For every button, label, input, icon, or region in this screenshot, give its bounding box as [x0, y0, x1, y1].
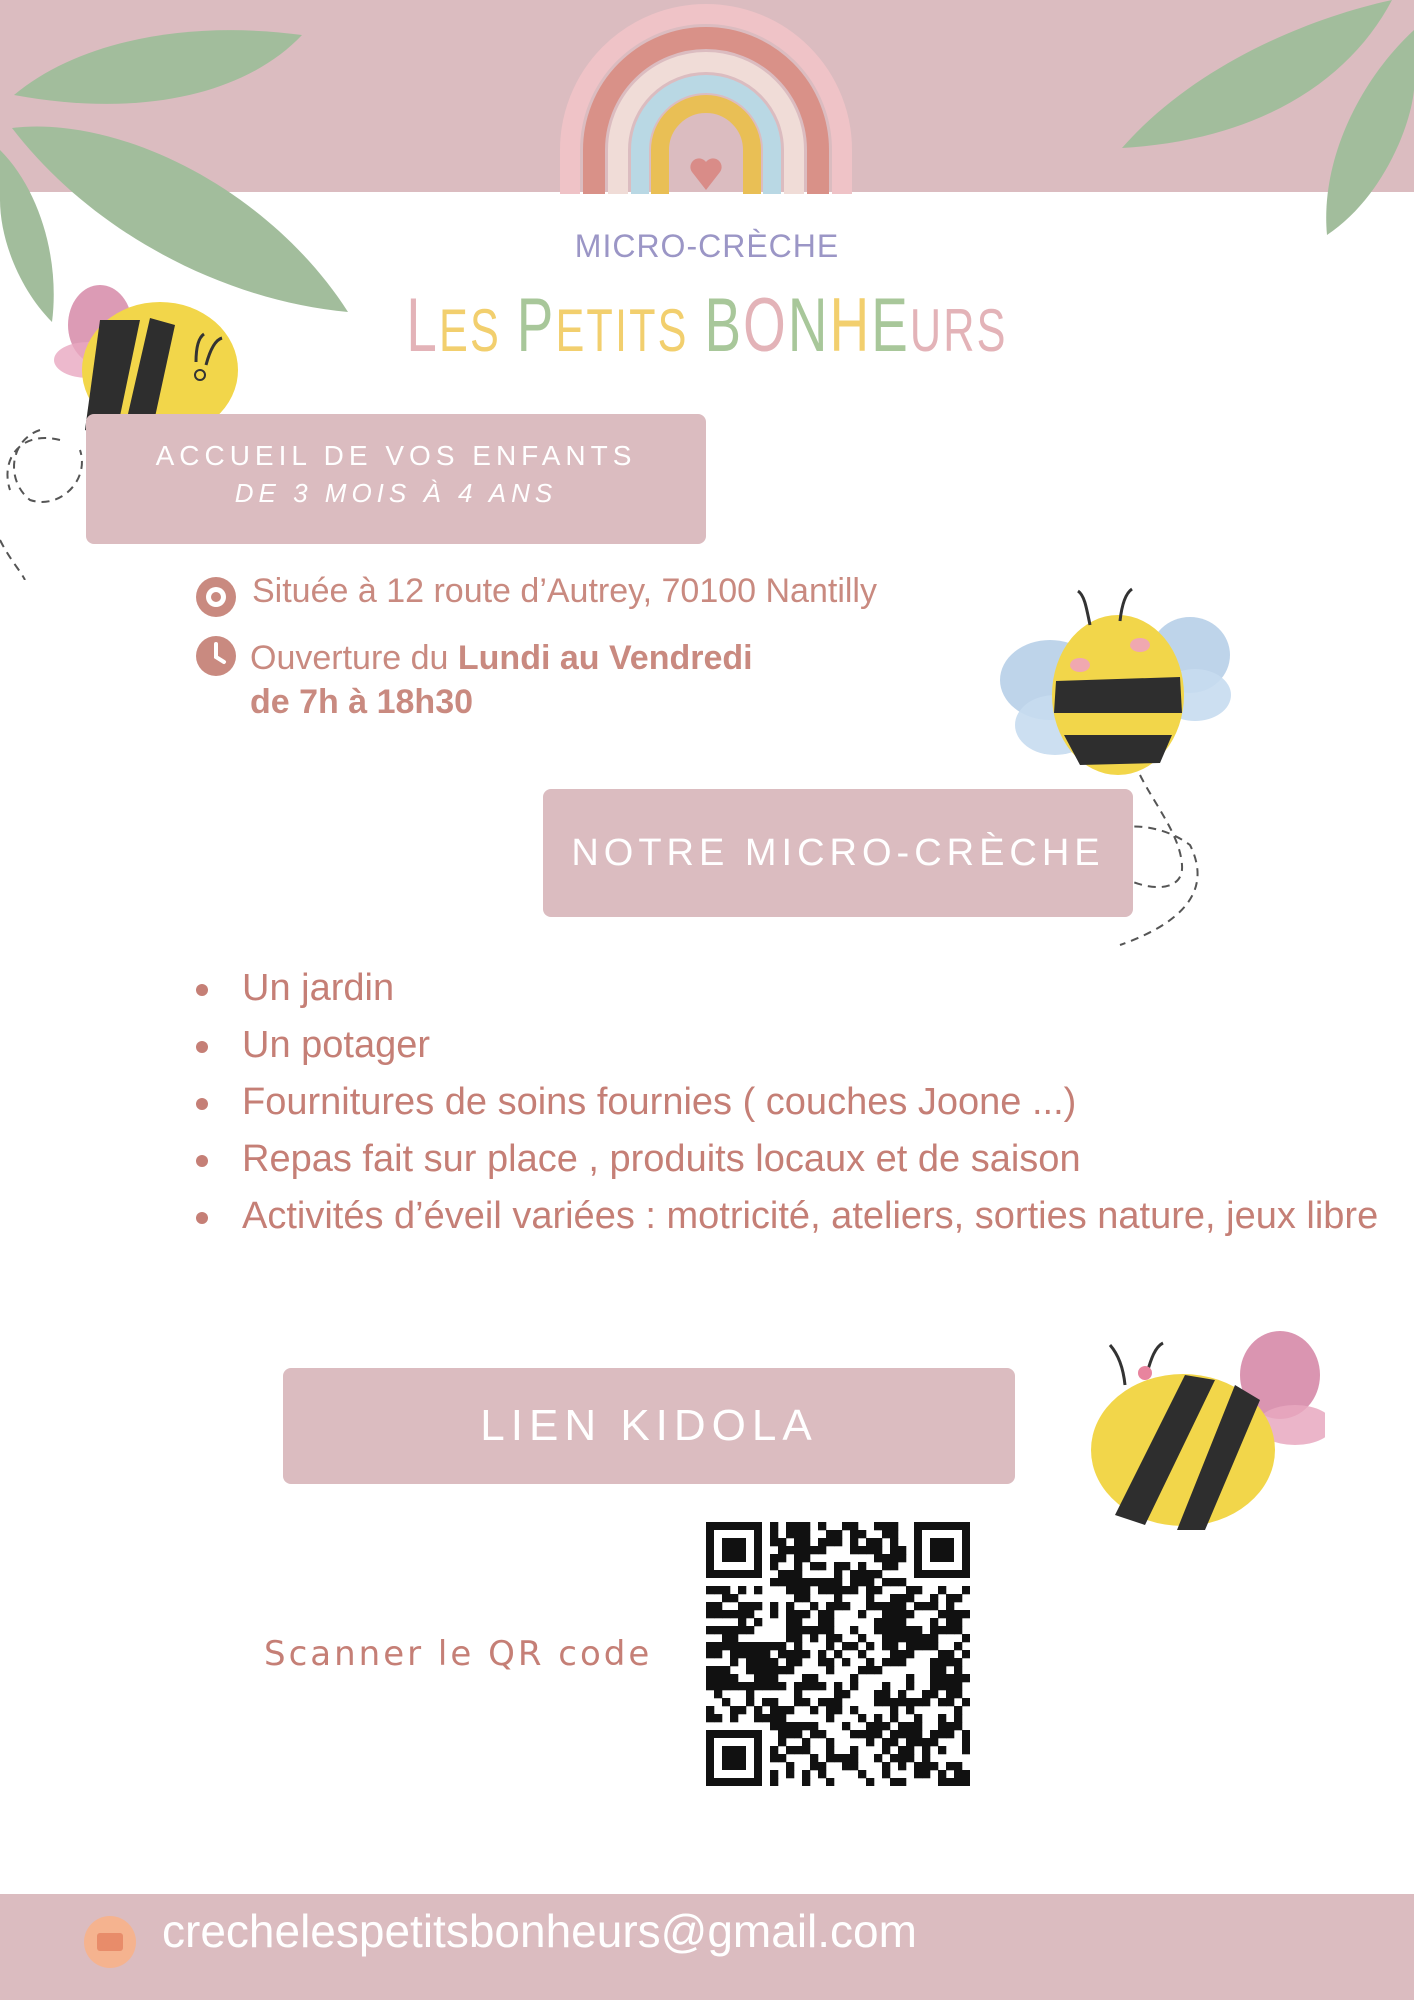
features-list: [188, 960, 1378, 1245]
address-text: Située à 12 route d’Autrey, 70100 Nantilly: [252, 572, 877, 610]
qr-code[interactable]: [706, 1522, 970, 1786]
hours-time: de 7h à 18h30: [250, 683, 474, 721]
brand-letter: O: [743, 283, 788, 368]
location-pin-icon: [196, 577, 236, 617]
hours-prefix: Ouverture du: [250, 639, 458, 677]
section-title: NOTRE MICRO-CRÈCHE: [543, 789, 1133, 917]
list-item: Fournitures de soins fournies ( couches Joone ...): [188, 1074, 1378, 1131]
brand-letter: H: [829, 283, 872, 368]
heart-icon: [690, 158, 721, 190]
list-item: Un jardin: [188, 960, 1378, 1017]
brand-letter: URS: [909, 297, 1008, 364]
welcome-line-1: ACCUEIL DE VOS ENFANTS: [155, 440, 637, 471]
email-link[interactable]: crechelespetitsbonheurs@gmail.com: [162, 1905, 917, 1957]
brand-letter: L: [406, 283, 439, 368]
brand-letter: B: [704, 283, 744, 368]
email-icon: [84, 1916, 136, 1968]
welcome-line-2: DE 3 MOIS À 4 ANS: [234, 478, 558, 508]
brand-letter: ES: [438, 297, 501, 364]
subtitle: MICRO-CRÈCHE: [574, 228, 840, 264]
brand-title: [198, 282, 1216, 369]
hours-days: Lundi au Vendredi: [457, 639, 753, 677]
brand-letter: N: [787, 283, 830, 368]
clock-icon: [196, 636, 236, 676]
rainbow-icon: [560, 0, 852, 194]
list-item: Un potager: [188, 1017, 1378, 1074]
list-item: Repas fait sur place , produits locaux et de saison: [188, 1131, 1378, 1188]
scan-instruction: Scanner le QR code: [264, 1634, 653, 1674]
brand-letter: P: [516, 283, 556, 368]
kidola-link-button[interactable]: LIEN KIDOLA: [283, 1368, 1015, 1484]
qr-code-image: [706, 1522, 970, 1786]
brand-letter: E: [871, 283, 910, 368]
leaf-shape: [14, 30, 302, 104]
list-item: Activités d’éveil variées : motricité, ateliers, sorties nature, jeux libre: [188, 1188, 1378, 1245]
brand-letter: ETITS: [555, 297, 689, 364]
hours-text: [250, 636, 753, 724]
welcome-banner: [86, 414, 706, 544]
bee-illustration: [1085, 1325, 1325, 1540]
